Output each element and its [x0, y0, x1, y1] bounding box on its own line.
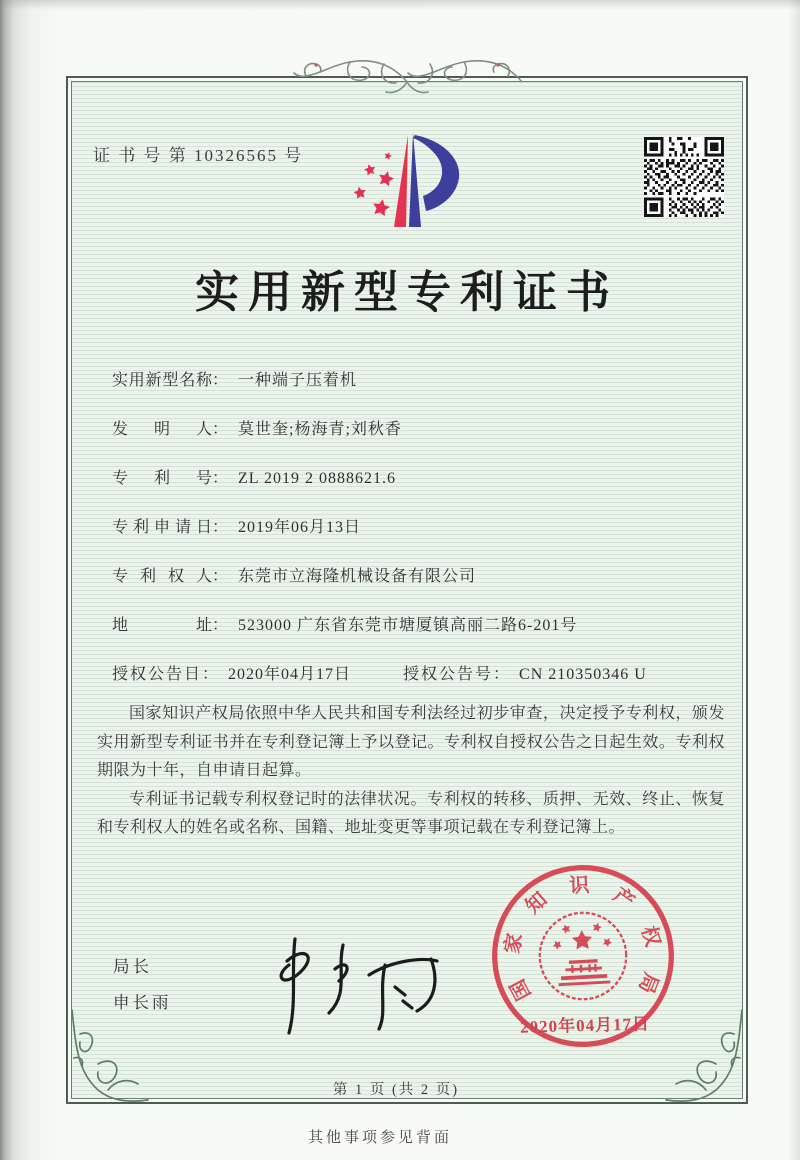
ornament-accent [496, 63, 499, 66]
legal-text [97, 700, 725, 843]
field-colon: ： [202, 666, 219, 683]
field-row [112, 420, 712, 469]
field-row [112, 469, 712, 518]
field-label: 专利号 [112, 470, 212, 487]
dragon-ornament-icon [292, 52, 522, 102]
certificate-title: 实用新型专利证书 [195, 268, 619, 317]
legal-paragraph: 专利证书记载专利权登记时的法律状况。专利权的转移、质押、无效、终止、恢复和专利权人的姓名或名称、国籍、地址变更等事项记载在专利登记簿上。 [97, 790, 725, 836]
officer-title: 局长 [113, 957, 152, 976]
field-label: 地址 [112, 617, 212, 634]
field-colon: ： [212, 421, 229, 438]
field-label: 专利权人 [112, 568, 212, 585]
field-value: 523000 广东省东莞市塘厦镇高丽二路6-201号 [238, 617, 578, 634]
grant-number-value: CN 210350346 U [519, 666, 647, 683]
grant-number-pair [403, 665, 647, 684]
field-row [112, 567, 712, 616]
officer-name: 申长雨 [113, 993, 172, 1012]
field-label: 发明人 [112, 421, 212, 438]
field-colon: ： [212, 372, 229, 389]
field-colon: ： [493, 666, 510, 683]
field-value: ZL 2019 2 0888621.6 [238, 470, 396, 487]
cnipa-logo-icon [345, 126, 475, 231]
grant-number-label: 授权公告号 [403, 666, 494, 683]
field-colon: ： [212, 617, 229, 634]
field-value: 一种端子压着机 [238, 372, 358, 389]
field-label: 专利申请日 [112, 519, 212, 536]
svg-text:国: 国 [506, 975, 536, 1004]
field-colon: ： [212, 568, 229, 585]
svg-text:权: 权 [636, 923, 664, 950]
svg-text:局: 局 [634, 969, 663, 997]
field-value: 东莞市立海隆机械设备有限公司 [238, 568, 477, 585]
seal-date: 2020年04月17日 [519, 1014, 651, 1037]
field-row [112, 518, 712, 567]
svg-text:产: 产 [608, 883, 639, 914]
svg-text:家: 家 [501, 931, 527, 956]
field-label: 实用新型名称 [112, 372, 212, 389]
field-row [112, 371, 712, 420]
grant-date-pair [112, 666, 351, 683]
signature-icon [235, 935, 445, 1035]
field-value: 2019年06月13日 [238, 519, 362, 536]
qr-code [644, 137, 724, 217]
page-number: 第 1 页 (共 2 页) [332, 1082, 460, 1098]
field-list [112, 371, 712, 714]
field-value: 莫世奎;杨海青;刘秋香 [238, 421, 402, 438]
field-colon: ： [212, 519, 229, 536]
grant-date-label: 授权公告日 [112, 666, 203, 683]
certificate-number: 证 书 号 第 10326565 号 [93, 146, 304, 165]
grant-date-value: 2020年04月17日 [228, 666, 352, 683]
svg-text:知: 知 [521, 888, 552, 919]
field-row [112, 616, 712, 665]
svg-text:识: 识 [568, 874, 590, 898]
legal-paragraph: 国家知识产权局依照中华人民共和国专利法经过初步审查，决定授予专利权，颁发实用新型专利证书并在专利登记簿上予以登记。专利权自授权公告之日起生效。专利权期限为十年，自申请日起算。 [97, 705, 725, 779]
field-colon: ： [212, 470, 229, 487]
back-side-note: 其他事项参见背面 [307, 1130, 452, 1146]
ornament-accent [314, 63, 317, 66]
